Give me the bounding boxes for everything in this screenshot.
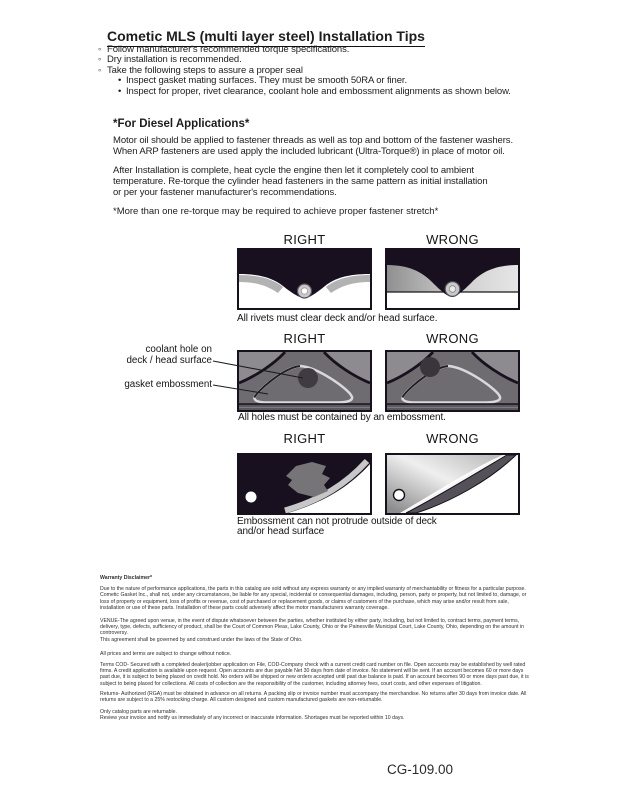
tips-list: [98, 45, 511, 97]
paragraph-line: Motor oil should be applied to fastener threads as well as top and bottom of the fastener washers.: [113, 134, 513, 146]
figure-caption: All holes must be contained by an embossment.: [238, 412, 446, 423]
warranty-disclaimer: [100, 575, 532, 722]
bolt-hole: [246, 492, 257, 503]
right-label: RIGHT: [283, 331, 326, 346]
retorque-note: *More than one re-torque may be required to achieve proper fastener stretch*: [113, 206, 439, 217]
wrong-label: WRONG: [426, 231, 479, 247]
legal-paragraph: All prices and terms are subject to change without notice.: [100, 650, 232, 657]
rivet-wrong-illustration: [387, 250, 518, 308]
embossment-callout: gasket embossment: [124, 379, 212, 390]
warranty-disclaimer-heading: Warranty Disclaimer*: [100, 575, 152, 581]
legal-paragraph: Only catalog parts are returnable.: [100, 709, 177, 716]
paragraph-line: temperature. Re-torque the cylinder head fasteners in the same pattern as initial installation: [113, 175, 488, 187]
tip-sub-item: • Inspect for proper, rivet clearance, coolant hole and embossment alignments as shown below.: [118, 87, 511, 97]
paragraph-line: or per your fastener manufacturer's recommendations.: [113, 187, 337, 199]
holes-right-diagram: [237, 350, 372, 412]
diesel-paragraph-1: [113, 135, 513, 158]
right-label: RIGHT: [283, 231, 326, 247]
legal-paragraph: Review your invoice and notify us immediately of any incorrect or inaccurate information. Shortages must be reported within 10 days.: [100, 715, 405, 722]
legal-paragraph: Returns- Authorized (RGA) must be obtained in advance on all returns. A packing slip or invoice number must accompany the merchandise. No returns after 30 days from invoice date. All returns are subject to a 25% restocking charge. All custom designed and custom manufactured gaskets are non-returnable.: [100, 690, 527, 704]
embossment-right-illustration: [239, 455, 370, 513]
coolant-hole: [298, 368, 318, 388]
holes-right-illustration: [239, 352, 370, 410]
tip-item: ◦ Follow manufacturer's recommended torque specifications.: [98, 45, 511, 55]
holes-wrong-diagram: [385, 350, 520, 412]
figure-caption: All rivets must clear deck and/or head surface.: [237, 313, 438, 324]
coolant-hole: [420, 357, 440, 377]
diesel-applications-heading: *For Diesel Applications*: [113, 117, 250, 130]
bolt-hole: [394, 490, 405, 501]
figure-caption: Embossment can not protrude outside of deck and/or head surface: [237, 515, 437, 537]
embossment-right-diagram: [237, 453, 372, 515]
tip-item: ◦ Dry installation is recommended.: [98, 55, 511, 65]
diesel-paragraph-2: [113, 165, 488, 199]
rivet-right-illustration: [239, 250, 370, 308]
legal-paragraph: Due to the nature of performance applications, the parts in this catalog are sold without any express warranty or any implied warranty of merchantability or fitness for a particular purpose. Cometic Gasket Inc., shall not, under any circumstances, be liable for any special, incidental or consequential damages, including, person, party or property, but not limited to, damage, or loss of property or equipment, loss of profits or revenue, cost of purchased or replacement goods, or claims of customers of the purchase, which may arise and/or result from sale, installation or use of these parts. Installation of these parts could adversely affect the motor manufacturers warranty coverage.: [100, 586, 527, 611]
coolant-hole-callout: coolant hole on deck / head surface: [126, 344, 212, 366]
legal-paragraph: This agreement shall be governed by and construed under the laws of the State of Ohio.: [100, 636, 303, 643]
rivet-right-diagram: [237, 248, 372, 310]
paragraph-line: After Installation is complete, heat cycle the engine then let it completely cool to ambient: [113, 164, 474, 176]
page-number: CG-109.00: [387, 762, 454, 777]
tip-item: ◦ Take the following steps to assure a proper seal: [98, 66, 511, 76]
embossment-wrong-illustration: [387, 455, 518, 513]
tip-sub-item: • Inspect gasket mating surfaces. They must be smooth 50RA or finer.: [118, 76, 511, 86]
wrong-label: WRONG: [426, 331, 479, 346]
embossment-wrong-diagram: [385, 453, 520, 515]
holes-wrong-illustration: [387, 352, 518, 410]
legal-paragraph: VENUE-The agreed upon venue, in the event of dispute whatsoever between the parties, whether instituted by either party, including, but not limited to, contract terms, payment terms, delivery, type, defects, sufficiency of product, shall be the Court of Common Pleas, Lake County, Ohio or the Painesville Municipal Court, Lake County, Ohio, depending on the amount in controversy.: [100, 618, 525, 637]
legal-paragraph: Terms COD- Secured with a completed dealer/jobber application on File, COD-Company check with a current credit card number on file. Open accounts may be established by well rated firms. A credit application is available upon request. Open accounts are due payable Net 30 days from date of invoice. No statement will be sent. If an account becomes 60 or more days past due, it is subject to being placed on credit hold. No orders will be shipped or new orders accepted until past due balance is paid. If an account becomes 90 or more days past due, it is subject to being placed for collections. All costs of collection are the responsibility of the customer, including attorney fees, court costs, and other expenses of litigation.: [100, 662, 529, 687]
rivet-wrong-diagram: [385, 248, 520, 310]
wrong-label: WRONG: [426, 431, 479, 446]
page-title: Cometic MLS (multi layer steel) Installation Tips: [107, 28, 425, 47]
right-label: RIGHT: [283, 431, 326, 446]
paragraph-line: When ARP fasteners are used apply the included lubricant (Ultra-Torque®) in place of motor oil.: [113, 145, 505, 157]
